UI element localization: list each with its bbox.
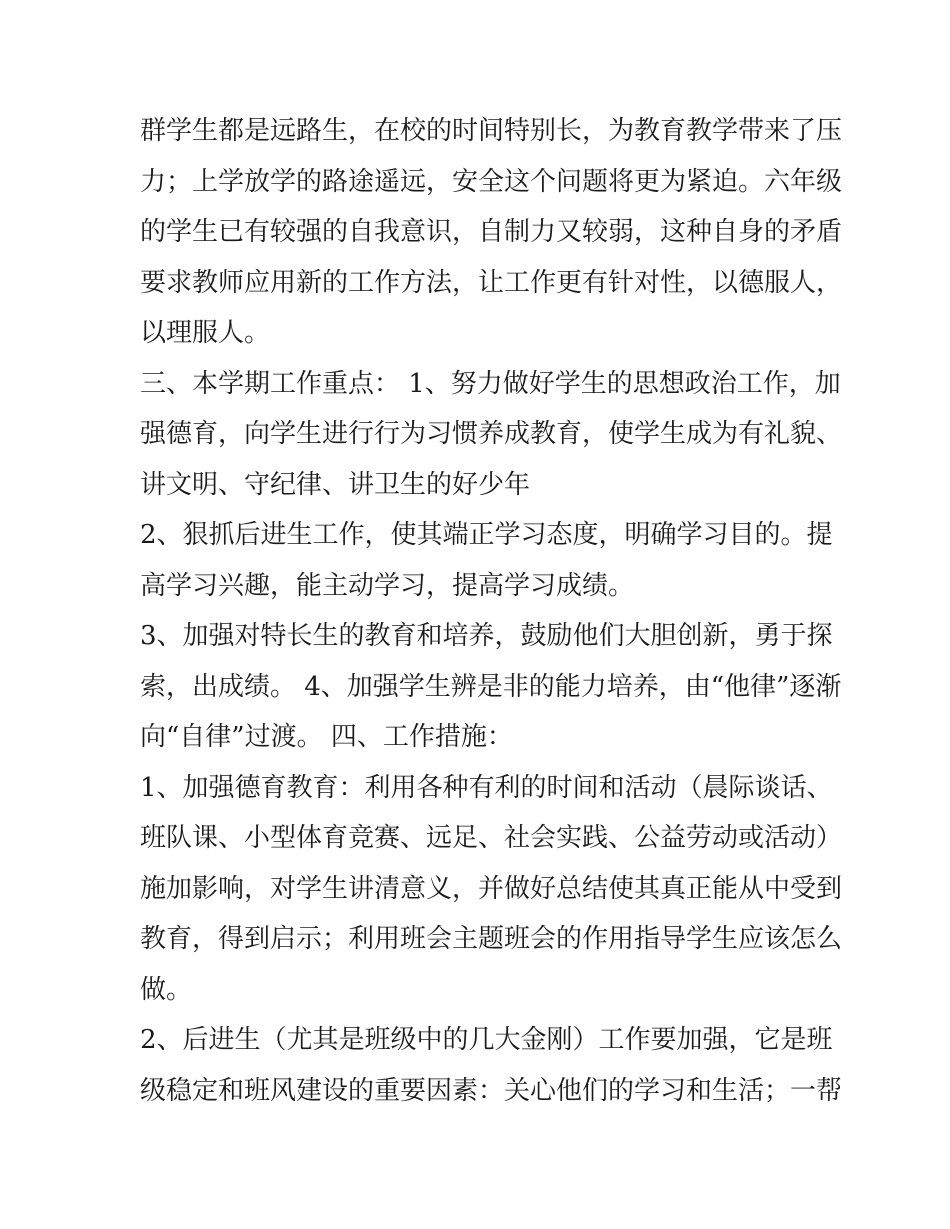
text-line: 1、加强德育教育：利用各种有利的时间和活动（晨际谈话、 <box>140 772 833 803</box>
text-line: 高学习兴趣，能主动学习，提高学习成绩。 <box>140 570 635 601</box>
text-line: 做。 <box>140 974 193 1005</box>
section-heading-line: 三、本学期工作重点： 1、努力做好学生的思想政治工作，加 <box>140 368 841 399</box>
text-line: 施加影响，对学生讲清意义，并做好总结使其真正能从中受到 <box>140 873 843 904</box>
document-body <box>140 106 843 1116</box>
text-line: 2、后进生（尤其是班级中的几大金刚）工作要加强，它是班 <box>140 1025 833 1055</box>
text-line: 强德育，向学生进行行为习惯养成教育，使学生成为有礼貌、 <box>140 419 843 449</box>
text-line: 班队课、小型体育竞赛、远足、社会实践、公益劳动或活动） <box>140 823 843 853</box>
text-line: 教育，得到启示；利用班会主题班会的作用指导学生应该怎么 <box>140 924 843 954</box>
text-line: 力；上学放学的路途遥远，安全这个问题将更为紧迫。六年级 <box>140 166 843 197</box>
text-line: 群学生都是远路生，在校的时间特别长，为教育教学带来了压 <box>140 116 843 146</box>
text-line: 级稳定和班风建设的重要因素：关心他们的学习和生活；一帮 <box>140 1075 843 1106</box>
text-line: 索，出成绩。 4、加强学生辨是非的能力培养，由“他律”逐渐 <box>140 671 842 702</box>
text-line: 讲文明、守纪律、讲卫生的好少年 <box>140 469 531 500</box>
text-line: 要求教师应用新的工作方法，让工作更有针对性，以德服人， <box>140 267 843 298</box>
section-heading-line: 向“自律”过渡。 四、工作措施： <box>140 722 513 752</box>
text-line: 的学生已有较强的自我意识，自制力又较弱，这种自身的矛盾 <box>140 217 843 247</box>
text-line: 3、加强对特长生的教育和培养，鼓励他们大胆创新，勇于探 <box>140 621 833 651</box>
text-line: 以理服人。 <box>140 318 271 348</box>
text-line: 2、狠抓后进生工作，使其端正学习态度，明确学习目的。提 <box>140 520 833 550</box>
